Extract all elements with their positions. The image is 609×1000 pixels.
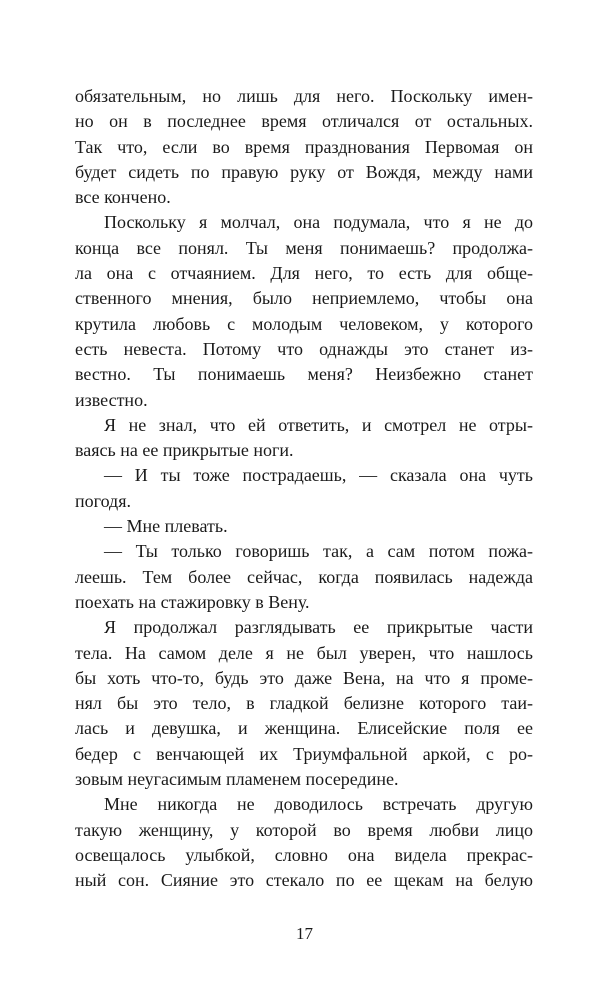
text-line: бы хоть что-то, будь это даже Вена, на что я проме- bbox=[75, 667, 533, 688]
text-line: — Ты только говоришь так, а сам потом пожа- bbox=[104, 541, 533, 562]
text-line: леешь. Тем более сейчас, когда появилась надежда bbox=[75, 566, 533, 587]
paragraph bbox=[75, 539, 533, 615]
text-line: ственного мнения, было неприемлемо, чтобы она bbox=[75, 288, 533, 309]
text-line: такую женщину, у которой во время любви лицо bbox=[75, 819, 533, 840]
text-line: поехать на стажировку в Вену. bbox=[75, 591, 310, 612]
text-line: тела. На самом деле я не был уверен, что нашлось bbox=[75, 642, 533, 663]
text-line: погодя. bbox=[75, 490, 131, 511]
text-line: зовым неугасимым пламенем посередине. bbox=[75, 769, 399, 790]
text-line: будет сидеть по правую руку от Вождя, между нами bbox=[75, 161, 533, 182]
paragraph bbox=[75, 463, 533, 514]
paragraph bbox=[75, 514, 533, 539]
page-body-text bbox=[75, 84, 533, 894]
text-line: Поскольку я молчал, она подумала, что я не до bbox=[104, 212, 533, 233]
text-line: Так что, если во время празднования Первомая он bbox=[75, 136, 533, 157]
paragraph bbox=[75, 84, 533, 210]
text-line: конца все понял. Ты меня понимаешь? продолжа- bbox=[75, 237, 533, 258]
text-line: ваясь на ее прикрытые ноги. bbox=[75, 440, 294, 461]
text-line: обязательным, но лишь для него. Поскольку имен- bbox=[75, 86, 533, 106]
text-line: крутила любовь с молодым человеком, у которого bbox=[75, 313, 533, 334]
text-line: ла она с отчаянием. Для него, то есть для обще- bbox=[75, 263, 533, 284]
text-line: но он в последнее время отличался от остальных. bbox=[75, 111, 533, 132]
text-line: лась и девушка, и женщина. Елисейские поля ее bbox=[75, 718, 533, 739]
text-line: есть невеста. Потому что однажды это станет из- bbox=[75, 338, 533, 359]
text-line: бедер с венчающей их Триумфальной аркой, с ро- bbox=[75, 743, 533, 764]
paragraph bbox=[75, 615, 533, 792]
text-line: Я продолжал разглядывать ее прикрытые части bbox=[104, 617, 533, 638]
text-line: вестно. Ты понимаешь меня? Неизбежно станет bbox=[75, 364, 533, 385]
text-line: Я не знал, что ей ответить, и смотрел не отры- bbox=[104, 414, 533, 435]
text-line: освещалось улыбкой, словно она видела прекрас- bbox=[75, 844, 533, 865]
text-line: известно. bbox=[75, 389, 148, 410]
text-line: нял бы это тело, в гладкой белизне которого таи- bbox=[75, 693, 533, 714]
text-line: Мне никогда не доводилось встречать другую bbox=[104, 794, 533, 815]
text-line: ный сон. Сияние это стекало по ее щекам на белую bbox=[75, 870, 533, 891]
paragraph bbox=[75, 792, 533, 893]
text-line: — И ты тоже пострадаешь, — сказала она чуть bbox=[104, 465, 533, 486]
paragraph bbox=[75, 210, 533, 412]
text-line: все кончено. bbox=[75, 187, 171, 208]
text-line: — Мне плевать. bbox=[104, 516, 228, 537]
paragraph bbox=[75, 413, 533, 464]
page-number: 17 bbox=[296, 924, 313, 943]
